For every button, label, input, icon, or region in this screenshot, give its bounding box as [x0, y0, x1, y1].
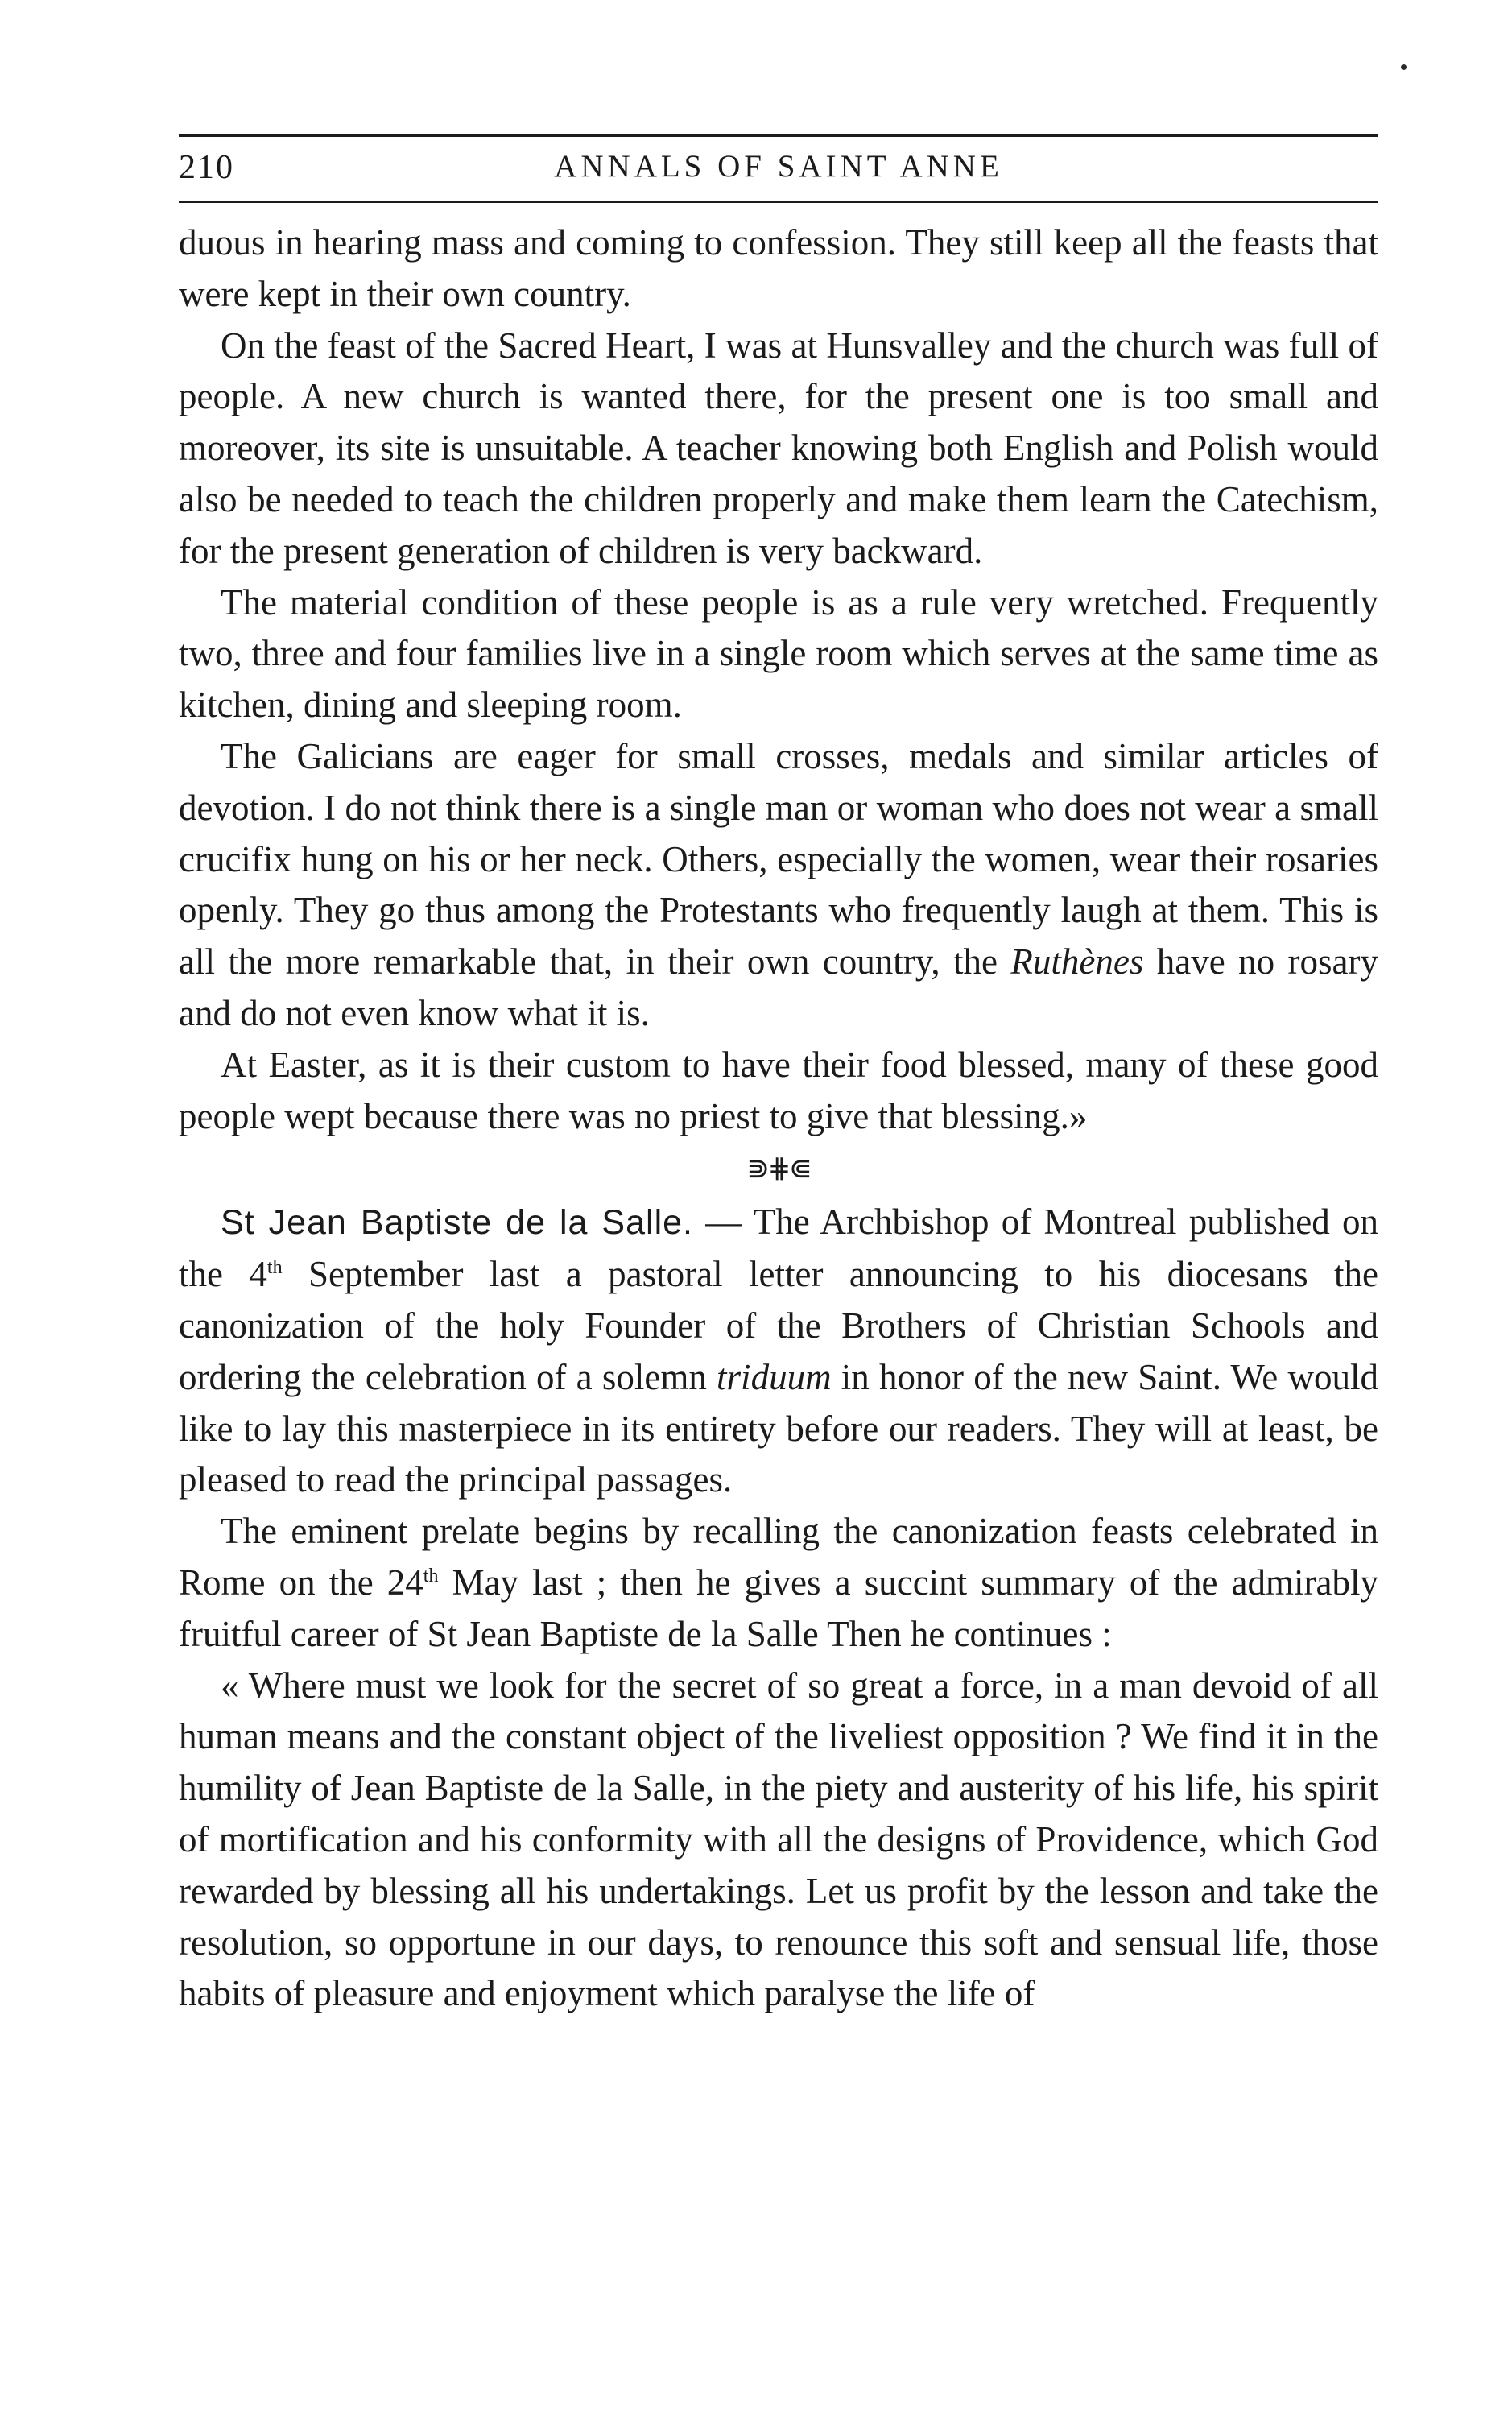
page-number: 210	[179, 149, 234, 186]
paragraph-galicians	[179, 731, 1378, 1040]
paragraph-prelate-text-2: May last ; then he gives a succint summary of the admirably fruitful career of St Jean Baptiste de la Salle Then he continues :	[179, 1562, 1378, 1654]
body-text	[179, 217, 1378, 2020]
running-title: ANNALS OF SAINT ANNE	[554, 149, 1003, 184]
italic-triduum: triduum	[717, 1356, 832, 1397]
paragraph-galicians-text-2: have no rosary and do not even know what it is.	[179, 941, 1378, 1033]
paragraph-la-salle-text-2: September last a pastoral letter announcing to his diocesans the canonization of the holy Founder of the Brothers of Christian Schools and ordering the celebration of a solemn	[179, 1254, 1378, 1397]
section-ornament: ⋑⋕⋐	[746, 1154, 811, 1185]
header-rule-bottom	[179, 201, 1378, 203]
paragraph-la-salle-text-3: in honor of the new Saint. We would like to lay this masterpiece in its entirety before our readers. They will at least, be pleased to read the principal passages.	[179, 1356, 1378, 1500]
paragraph-la-salle	[179, 1197, 1378, 1506]
paragraph-material-condition: The material condition of these people is as a rule very wretched. Frequently two, three and four families live in a single room which serves at the same time as kitchen, dining and sleeping room.	[179, 581, 1378, 726]
ordinal-suffix: th	[423, 1565, 439, 1587]
paragraph-easter: At Easter, as it is their custom to have their food blessed, many of these good people wept because there was no priest to give that blessing.»	[179, 1044, 1378, 1136]
section-heading: St Jean Baptiste de la Salle.	[221, 1203, 693, 1243]
paragraph-continued: duous in hearing mass and coming to confession. They still keep all the feasts that were kept in their own country.	[179, 222, 1378, 314]
paragraph-prelate	[179, 1506, 1378, 1660]
ordinal-suffix: th	[266, 1257, 283, 1279]
paragraph-la-salle-text-1: The Archbishop of Montreal published on the 4	[179, 1202, 1379, 1295]
heading-dash: —	[692, 1202, 754, 1243]
paragraph-galicians-text-1: The Galicians are eager for small crosses, medals and similar articles of devotion. I do not think there is a single man or woman who does not wear a small crucifix hung on his or her neck. Others, especially the women, wear their rosaries openly. They go thus among the Protestants who frequently laugh at them. This is all the more remarkable that, in their own country, the	[179, 735, 1378, 983]
paragraph-quotation: « Where must we look for the secret of so great a force, in a man devoid of all human means and the constant object of the liveliest opposition ? We find it in the humility of Jean Baptiste de la Salle, in the piety and austerity of his life, his spirit of mortification and his conformity with all the designs of Providence, which God rewarded by blessing all his undertakings. Let us profit by the lesson and take the resolution, so opportune in our days, to renounce this soft and sensual life, those habits of pleasure and enjoyment which paralyse the life of	[179, 1665, 1378, 2014]
ink-speck	[1401, 64, 1407, 70]
header-rule-top	[179, 134, 1378, 137]
page-header	[179, 148, 1378, 197]
italic-ruthenes: Ruthènes	[1010, 941, 1144, 983]
paragraph-hunsvalley: On the feast of the Sacred Heart, I was at Hunsvalley and the church was full of people. A new church is wanted there, for the present one is too small and moreover, its site is unsuitable. A teacher knowing both English and Polish would also be needed to teach the children properly and make them learn the Catechism, for the present generation of children is very backward.	[179, 325, 1378, 571]
paragraph-prelate-text-1: The eminent prelate begins by recalling the canonization feasts celebrated in Rome on the 24	[179, 1511, 1378, 1603]
